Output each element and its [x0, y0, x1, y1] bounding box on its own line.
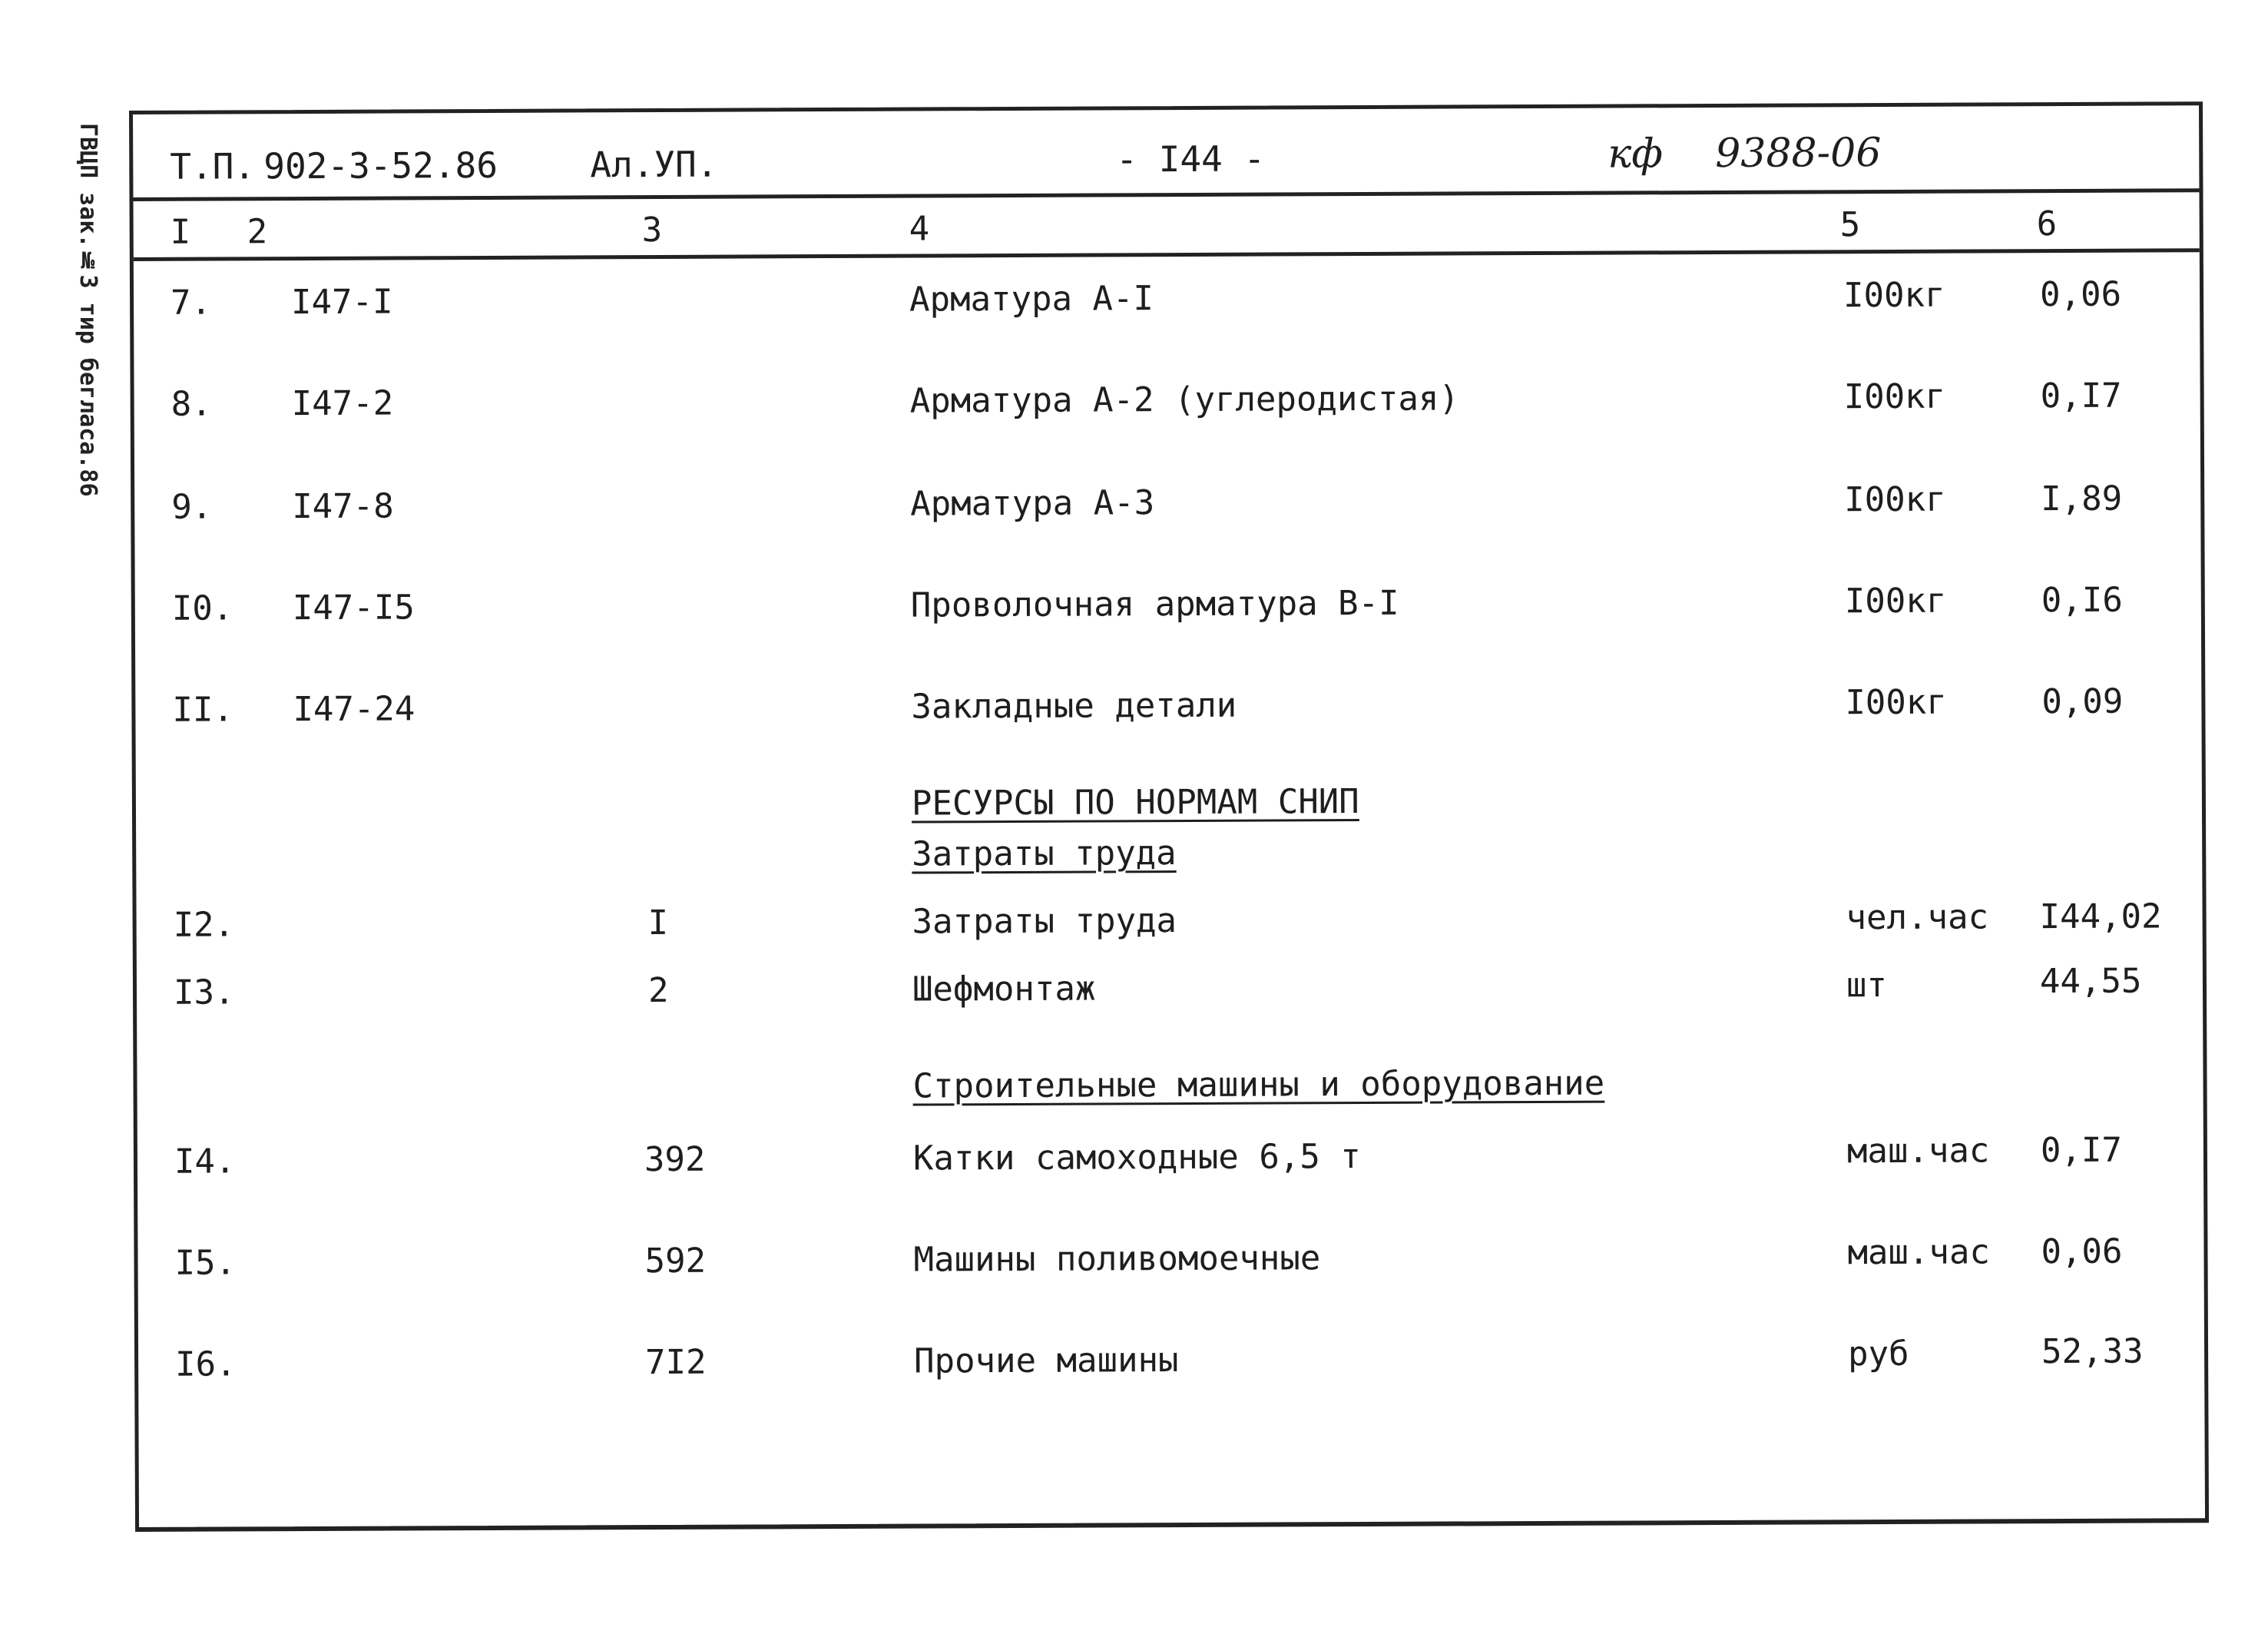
row-quantity: 0,I7 [2040, 376, 2122, 416]
section-heading-machines: Строительные машины и оборудование [912, 1063, 1605, 1106]
column-header-2: 2 [247, 212, 268, 252]
columns-divider [134, 248, 2200, 261]
tp-number: 902-3-52.86 [263, 144, 498, 187]
row-unit: I00кг [1844, 581, 1947, 621]
row-number: 8. [171, 384, 212, 424]
row-unit: маш.час [1846, 1131, 1990, 1172]
row-quantity: 52,33 [2041, 1331, 2144, 1372]
row-unit: маш.час [1847, 1232, 1991, 1273]
row-unit: I00кг [1843, 275, 1945, 316]
row-number: I6. [175, 1344, 237, 1384]
row-code: I47-I [290, 282, 393, 323]
row-quantity: I,89 [2041, 479, 2123, 519]
row-name: Проволочная арматура В-I [910, 583, 1399, 625]
row-quantity: 0,09 [2041, 681, 2124, 722]
row-unit: шт [1846, 966, 1888, 1006]
column-header-3: 3 [641, 210, 663, 250]
row-quantity: 0,06 [2041, 1231, 2123, 1272]
row-name: Шефмонтаж [912, 969, 1096, 1009]
row-number: 9. [171, 487, 213, 527]
row-quantity: 44,55 [2039, 961, 2142, 1002]
row-number: I2. [173, 905, 235, 945]
kf-label: кф [1607, 131, 1664, 177]
row-number: II. [172, 690, 233, 730]
row-number: I5. [174, 1243, 237, 1283]
row-name: Закладные детали [911, 685, 1237, 727]
row-number: I3. [173, 973, 235, 1013]
row-name: Прочие машины [914, 1341, 1179, 1381]
row-code: I47-8 [292, 486, 394, 527]
row-number: I4. [174, 1142, 236, 1182]
row-col3: I [647, 903, 669, 943]
row-code: I47-24 [293, 689, 416, 730]
tp-prefix: Т.П. [170, 145, 256, 187]
column-header-5: 5 [1839, 205, 1861, 245]
page-number: - I44 - [1116, 138, 1266, 181]
row-col3: 2 [647, 970, 669, 1011]
column-header-1: I [170, 212, 191, 252]
row-unit: руб [1847, 1334, 1909, 1374]
row-name: Арматура А-I [909, 279, 1154, 320]
row-unit: I00кг [1843, 376, 1946, 417]
row-quantity: 0,I7 [2040, 1130, 2123, 1171]
row-number: I0. [171, 588, 233, 628]
row-number: 7. [170, 283, 212, 323]
row-col3: 592 [644, 1241, 707, 1281]
row-name: Машины поливомоечные [913, 1238, 1321, 1280]
document-frame [129, 101, 2209, 1532]
row-name: Арматура А-3 [910, 483, 1155, 524]
row-quantity: I44,02 [2039, 897, 2162, 937]
column-header-6: 6 [2036, 204, 2058, 244]
side-note: ГВЦП зак.№3 тир бегласа.86 [74, 123, 101, 497]
album-label: Ал.УП. [590, 143, 718, 186]
column-header-4: 4 [909, 209, 930, 249]
section-heading-labor: Затраты труда [912, 834, 1177, 874]
row-col3: 392 [644, 1139, 706, 1180]
kf-number: 9388-06 [1715, 130, 1882, 177]
row-unit: I00кг [1845, 682, 1947, 723]
section-heading-resources: РЕСУРСЫ ПО НОРМАМ СНИП [911, 782, 1359, 824]
row-name: Катки самоходные 6,5 т [912, 1137, 1361, 1178]
row-unit: I00кг [1844, 479, 1946, 520]
row-quantity: 0,06 [2039, 274, 2122, 315]
row-quantity: 0,I6 [2041, 580, 2123, 621]
header-divider [133, 188, 2199, 201]
row-name: Затраты труда [912, 901, 1177, 942]
row-unit: чел.час [1846, 897, 1989, 938]
row-name: Арматура А-2 (углеродистая) [909, 379, 1460, 421]
row-code: I47-2 [291, 383, 394, 424]
row-code: I47-I5 [292, 588, 415, 628]
row-col3: 7I2 [645, 1342, 707, 1383]
